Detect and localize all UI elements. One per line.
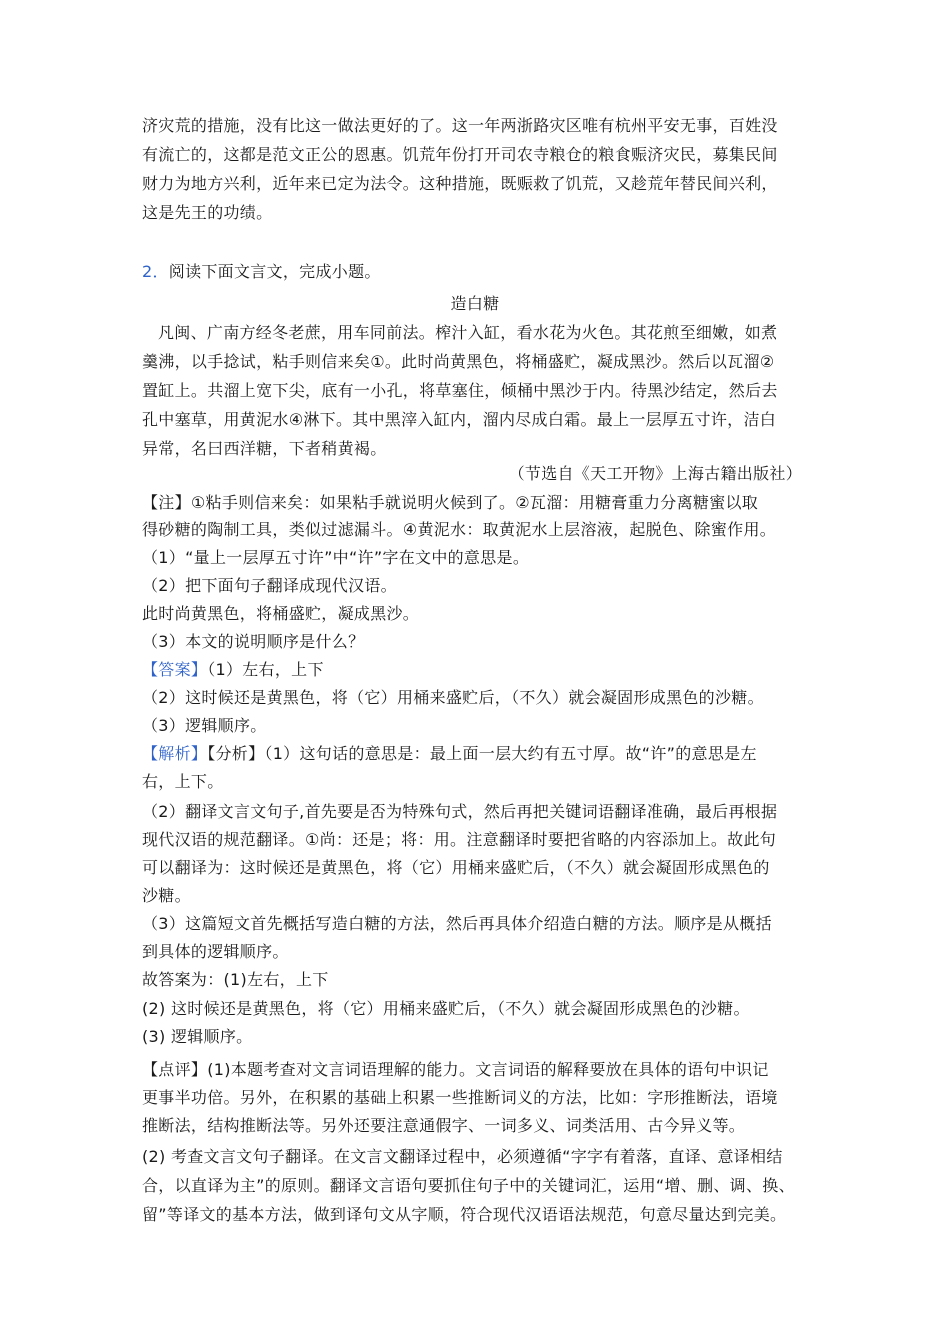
passage-line: 置缸上。共溜上宽下尖，底有一小孔，将草塞住，倾桶中黑沙于内。待黑沙结定，然后去 xyxy=(142,381,778,400)
analysis-line xyxy=(142,742,757,766)
analysis-line: （3）这篇短文首先概括写造白糖的方法，然后再具体介绍造白糖的方法。顺序是从概括 xyxy=(142,914,772,933)
intro-line: 财力为地方兴利，近年来已定为法令。这种措施，既赈救了饥荒，又趁荒年替民间兴利， xyxy=(142,174,778,193)
comment-line: 更事半功倍。另外，在积累的基础上积累一些推断词义的方法，比如：字形推断法，语境 xyxy=(142,1088,778,1107)
analysis-label: 【解析】 xyxy=(142,744,208,763)
intro-line: 有流亡的，这都是范文正公的恩惠。饥荒年份打开司农寺粮仓的粮食赈济灾民，募集民间 xyxy=(142,145,778,164)
comment-line: 【点评】(1)本题考查对文言词语理解的能力。文言词语的解释要放在具体的语句中识记 xyxy=(142,1060,769,1079)
answer-text: （1）左右，上下 xyxy=(207,660,324,679)
passage-line: 孔中塞草，用黄泥水④淋下。其中黑滓入缸内，溜内尽成白霜。最上一层厚五寸许，洁白 xyxy=(142,410,777,429)
comment-line: 留”等译文的基本方法，做到译句文从字顺，符合现代汉语语法规范，句意尽量达到完美。 xyxy=(142,1205,787,1224)
answer-line: （3）逻辑顺序。 xyxy=(142,716,267,735)
passage-line: 羹沸，以手捻试，粘手则信来矣①。此时尚黄黑色，将桶盛贮，凝成黑沙。然后以瓦溜② xyxy=(142,352,775,371)
analysis-line: 可以翻译为：这时候还是黄黑色，将（它）用桶来盛贮后，（不久）就会凝固形成黑色的 xyxy=(142,858,770,877)
sub-question-sentence: 此时尚黄黑色，将桶盛贮，凝成黑沙。 xyxy=(142,604,420,623)
passage-line: 凡闽、广南方经冬老蔗，用车同前法。榨汁入缸，看水花为火色。其花煎至细嫩，如煮 xyxy=(158,323,778,342)
question-prompt: 阅读下面文言文，完成小题。 xyxy=(168,262,381,281)
sub-question: （2）把下面句子翻译成现代汉语。 xyxy=(142,576,397,595)
analysis-line: 故答案为：(1)左右，上下 xyxy=(142,970,329,989)
answer-label: 【答案】 xyxy=(142,660,208,679)
analysis-line: (3) 逻辑顺序。 xyxy=(142,1027,253,1046)
analysis-line: 现代汉语的规范翻译。①尚：还是；将：用。注意翻译时要把省略的内容添加上。故此句 xyxy=(142,830,777,849)
passage-source: （节选自《天工开物》上海古籍出版社） xyxy=(508,464,802,483)
analysis-text: 【分析】（1）这句话的意思是：最上面一层大约有五寸厚。故“许”的意思是左 xyxy=(207,744,757,763)
analysis-line: 到具体的逻辑顺序。 xyxy=(142,942,289,961)
sub-question: （1）“量上一层厚五寸许”中“许”字在文中的意思是。 xyxy=(142,548,530,567)
analysis-line: （2）翻译文言文句子,首先要是否为特殊句式，然后再把关键词语翻译准确，最后再根据 xyxy=(142,802,778,821)
comment-line: 合，以直译为主”的原则。翻译文言语句要抓住句子中的关键词汇，运用“增、删、调、换、 xyxy=(142,1176,795,1195)
answer-line xyxy=(142,658,324,682)
analysis-line: (2) 这时候还是黄黑色，将（它）用桶来盛贮后，（不久）就会凝固形成黑色的沙糖。 xyxy=(142,999,750,1018)
sub-question: （3）本文的说明顺序是什么？ xyxy=(142,632,365,651)
analysis-line: 沙糖。 xyxy=(142,886,191,905)
question-number: 2． xyxy=(142,262,169,281)
note-line: 得砂糖的陶制工具，类似过滤漏斗。④黄泥水：取黄泥水上层溶液，起脱色、除蜜作用。 xyxy=(142,520,777,539)
passage-line: 异常，名曰西洋糖，下者稍黄褐。 xyxy=(142,439,387,458)
answer-line: （2）这时候还是黄黑色，将（它）用桶来盛贮后，（不久）就会凝固形成黑色的沙糖。 xyxy=(142,688,764,707)
note-line: 【注】①粘手则信来矣：如果粘手就说明火候到了。②瓦溜：用糖膏重力分离糖蜜以取 xyxy=(142,493,759,512)
passage-title: 造白糖 xyxy=(450,294,500,313)
comment-line: 推断法，结构推断法等。另外还要注意通假字、一词多义、词类活用、古今异义等。 xyxy=(142,1116,746,1135)
question-header xyxy=(142,260,381,284)
intro-line: 这是先王的功绩。 xyxy=(142,203,273,222)
comment-line: (2) 考查文言文句子翻译。在文言文翻译过程中，必须遵循“字字有着落，直译、意译相结 xyxy=(142,1147,783,1166)
intro-line: 济灾荒的措施，没有比这一做法更好的了。这一年两浙路灾区唯有杭州平安无事，百姓没 xyxy=(142,116,778,135)
analysis-line: 右，上下。 xyxy=(142,772,224,791)
